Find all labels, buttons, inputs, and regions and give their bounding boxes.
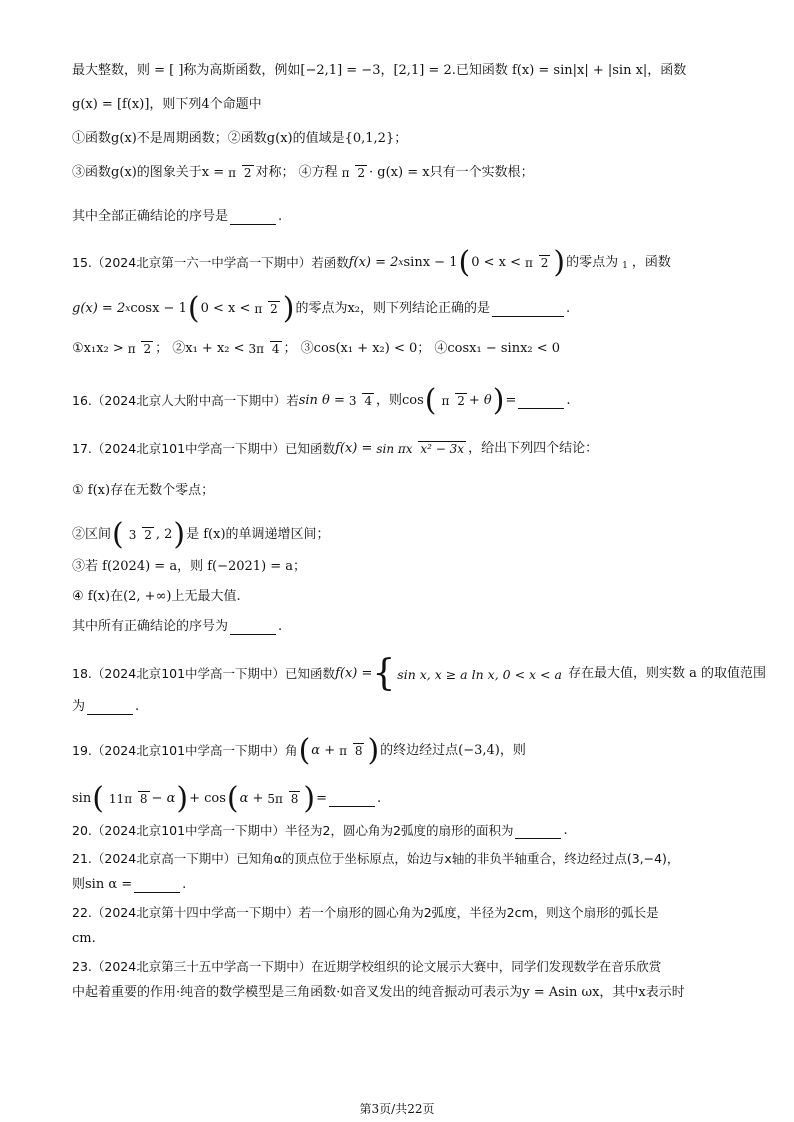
p14-line-1 xyxy=(72,62,734,80)
p21-line-1 xyxy=(72,850,734,868)
frac-den: 8 xyxy=(139,792,148,806)
p17-line-1 xyxy=(72,440,734,458)
p18-line-1 xyxy=(72,653,766,694)
frac-den: 2 xyxy=(540,256,549,270)
p18-tail: 存在最大值，则实数 a 的取值范围 xyxy=(567,666,766,681)
exponent: x xyxy=(398,258,404,268)
answer-blank xyxy=(230,210,276,225)
p15-line-2 xyxy=(72,291,734,326)
answer-blank xyxy=(87,700,133,715)
frac-num: π xyxy=(441,394,450,408)
p22-text-2: cm. xyxy=(72,931,96,946)
p15-range: 0 < x < xyxy=(471,255,521,270)
p17-conclusion-1: ① f(x)存在无数个零点； xyxy=(72,483,215,498)
frac-den: 8 xyxy=(354,744,363,758)
period: . xyxy=(278,619,283,634)
paren-open: ( xyxy=(298,733,311,768)
p15-f-expr-2: sinx − 1 xyxy=(403,255,458,270)
paren-open: ( xyxy=(458,245,471,280)
p17-f: f(x) = xyxy=(335,441,373,456)
p19-mid: 的终边经过点(−3,4)，则 xyxy=(380,743,526,758)
p15-g-expr-2: cosx − 1 xyxy=(130,301,187,316)
p15-source: 15.（2024北京第一六一中学高一下期中）若函数 xyxy=(72,255,349,270)
p19-alpha: α + xyxy=(311,743,336,758)
frac-den: 2 xyxy=(144,528,152,542)
p23-text-2: 中起着重要的作用·纯音的数学模型是三角函数·如音叉发出的纯音振动可表示为y = Asin ωx，其中x表示时 xyxy=(72,985,685,1000)
answer-blank xyxy=(134,878,180,893)
p18-f: f(x) = xyxy=(335,666,373,681)
fraction-pi-over-2 xyxy=(440,394,467,408)
answer-blank xyxy=(230,620,276,635)
p17-conclusion-2b: , 2 xyxy=(155,527,173,542)
p14-text-5: 其中全部正确结论的序号是 xyxy=(72,209,229,224)
frac-num: π xyxy=(228,166,237,180)
p23-line-1 xyxy=(72,958,734,976)
frac-den: 2 xyxy=(143,342,152,356)
p15-tail-3: 的零点为x₂，则下列结论正确的是 xyxy=(295,301,490,316)
p19-line-2 xyxy=(72,781,734,816)
p17-c2 xyxy=(72,517,734,552)
fraction-pi-over-2 xyxy=(523,256,550,270)
p17-conclusion-4: ④ f(x)在(2, +∞)上无最大值. xyxy=(72,589,241,604)
p17-conclusion-3: ③若 f(2024) = a，则 f(−2021) = a； xyxy=(72,559,307,574)
p19-alpha-2: α + xyxy=(239,791,264,806)
p20-line xyxy=(72,822,734,840)
paren-open: ( xyxy=(92,781,104,816)
period: . xyxy=(135,699,140,714)
answer-blank xyxy=(492,302,564,317)
p15-tail-2: ，函数 xyxy=(631,255,671,270)
p18-source: 18.（2024北京101中学高一下期中）已知函数 xyxy=(72,666,336,681)
subscript-1: 1 xyxy=(622,261,628,271)
frac-num: π xyxy=(524,256,533,270)
frac-den: 2 xyxy=(243,166,252,180)
p14-text-3: ①函数g(x)不是周期函数；②函数g(x)的值域是{0,1,2}； xyxy=(72,131,408,146)
p16-mid: ，则cos xyxy=(376,393,424,408)
paren-close: ) xyxy=(176,781,189,816)
p14-text-4b: 对称； ④方程 xyxy=(255,165,338,180)
paren-close: ) xyxy=(303,781,316,816)
frac-num: π xyxy=(339,744,347,758)
p23-text-1: 23.（2024北京第三十五中学高一下期中）在近期学校组织的论文展示大赛中，同学们发现数学在音乐欣赏 xyxy=(72,959,662,974)
p17-tail: ，给出下列四个结论： xyxy=(468,441,599,456)
frac-num: sin πx xyxy=(376,442,413,456)
period: . xyxy=(566,301,571,316)
period: . xyxy=(563,823,568,838)
fraction-sin-pix xyxy=(374,442,466,456)
p15-tail: 的零点为 xyxy=(566,255,619,270)
p17-c4 xyxy=(72,588,734,606)
paren-close: ) xyxy=(282,291,295,326)
p16-inner: + θ xyxy=(468,393,492,408)
answer-blank xyxy=(518,394,564,409)
paren-close: ) xyxy=(173,517,186,552)
p22-line-1 xyxy=(72,904,734,922)
fraction-3-over-2 xyxy=(127,528,154,542)
p22-line-2 xyxy=(72,930,734,948)
p17-c3 xyxy=(72,558,734,576)
fraction-pi-over-2 xyxy=(126,342,153,356)
p15-f-expr: f(x) = 2 xyxy=(348,255,399,270)
frac-den: 2 xyxy=(270,302,278,316)
frac-den: 2 xyxy=(357,166,366,180)
frac-num: 3 xyxy=(128,528,137,542)
frac-den: 2 xyxy=(457,394,465,408)
exponent: x xyxy=(125,304,131,314)
fraction-3pi-over-4 xyxy=(247,342,282,356)
piecewise-cases xyxy=(397,666,562,683)
period: . xyxy=(566,393,571,408)
p15-options xyxy=(72,340,734,358)
paren-open: ( xyxy=(424,383,437,418)
p15-option-3-4: ； ③cos(x₁ + x₂) < 0； ④cosx₁ − sinx₂ < 0 xyxy=(283,341,561,356)
p15-line-1 xyxy=(72,245,734,280)
frac-num: 5π xyxy=(267,792,283,806)
page-number: 第3页/共22页 xyxy=(359,1102,435,1116)
p14-text-1: 最大整数，则 = [ ]称为高斯函数，例如[−2,1] = −3，[2,1] = 2.已知函数 f(x) = sin|x| + |sin x|，函数 xyxy=(72,63,687,78)
p17-conclusion-2a: ②区间 xyxy=(72,527,112,542)
case-2: ln x, 0 < x < a xyxy=(471,666,562,682)
frac-num: π xyxy=(254,302,263,316)
p14-text-4a: ③函数g(x)的图象关于x = xyxy=(72,165,225,180)
p16-sin: sin θ = xyxy=(298,393,345,408)
period: . xyxy=(278,209,283,224)
paren-open: ( xyxy=(187,291,200,326)
frac-num: 11π xyxy=(108,792,133,806)
period: . xyxy=(182,877,187,892)
p14-text-2: g(x) = [f(x)]，则下列4个命题中 xyxy=(72,97,262,112)
p16-line xyxy=(72,383,734,418)
p14-line-5 xyxy=(72,208,734,226)
equals-sign: = xyxy=(316,791,328,806)
p19-plus-cos: + cos xyxy=(189,791,226,806)
paren-close: ) xyxy=(367,733,380,768)
p19-sin: sin xyxy=(72,791,92,806)
paren-open: ( xyxy=(112,517,124,552)
p22-text-1: 22.（2024北京第十四中学高一下期中）若一个扇形的圆心角为2弧度，半径为2cm，则这个扇形的弧长是 xyxy=(72,905,659,920)
p17-conclusion-2c: 是 f(x)的单调递增区间； xyxy=(186,527,330,542)
frac-den: 4 xyxy=(364,394,372,408)
case-1: sin x, x ≥ a xyxy=(397,666,468,682)
frac-num: π xyxy=(341,166,350,180)
p17-end xyxy=(72,618,734,636)
p21-text-1: 21.（2024北京高一下期中）已知角α的顶点位于坐标原点，始边与x轴的非负半轴重合，终边经过点(3,−4)， xyxy=(72,851,680,866)
paren-close: ) xyxy=(492,383,505,418)
fraction-pi-over-2 xyxy=(226,166,253,180)
period: . xyxy=(377,791,382,806)
answer-blank xyxy=(515,824,561,839)
fraction-11pi-over-8 xyxy=(107,792,150,806)
fraction-5pi-over-8 xyxy=(265,792,300,806)
p17-end-text: 其中所有正确结论的序号为 xyxy=(72,619,229,634)
p20-text: 20.（2024北京101中学高一下期中）半径为2，圆心角为2弧度的扇形的面积为 xyxy=(72,823,514,838)
p19-minus: − α xyxy=(151,791,176,806)
left-brace: { xyxy=(372,653,396,694)
frac-den: 8 xyxy=(290,792,299,806)
p14-line-2 xyxy=(72,96,734,114)
p23-line-2 xyxy=(72,984,734,1002)
p14-line-4 xyxy=(72,164,734,182)
paren-open: ( xyxy=(226,781,239,816)
frac-num: π xyxy=(127,342,136,356)
frac-num: 3 xyxy=(348,394,357,408)
fraction-pi-over-2 xyxy=(340,166,367,180)
p17-c1 xyxy=(72,482,734,500)
frac-num: 3π xyxy=(248,342,265,356)
answer-blank xyxy=(329,792,375,807)
p18-end: 为 xyxy=(72,699,86,714)
p15-option-1: ①x₁x₂ > xyxy=(72,341,124,356)
p16-source: 16.（2024北京人大附中高一下期中）若 xyxy=(72,393,299,408)
p15-g-expr: g(x) = 2 xyxy=(72,301,126,316)
frac-den: 4 xyxy=(271,342,280,356)
p19-line-1 xyxy=(72,733,734,768)
frac-den: x² − 3x xyxy=(420,442,465,456)
p14-text-4c: · g(x) = x只有一个实数根； xyxy=(369,165,534,180)
p14-line-3 xyxy=(72,130,734,148)
p19-source: 19.（2024北京101中学高一下期中）角 xyxy=(72,743,298,758)
p21-line-2 xyxy=(72,876,734,894)
p15-range: 0 < x < xyxy=(200,301,251,316)
p17-source: 17.（2024北京101中学高一下期中）已知函数 xyxy=(72,441,336,456)
p21-text-2: 则sin α = xyxy=(72,877,133,892)
p18-line-2 xyxy=(72,698,734,716)
fraction-pi-over-8 xyxy=(337,744,364,758)
paren-close: ) xyxy=(553,245,566,280)
equals-sign: = xyxy=(505,393,517,408)
fraction-pi-over-2 xyxy=(252,302,279,316)
fraction-3-over-4 xyxy=(347,394,374,408)
p15-option-2: ； ②x₁ + x₂ < xyxy=(155,341,245,356)
